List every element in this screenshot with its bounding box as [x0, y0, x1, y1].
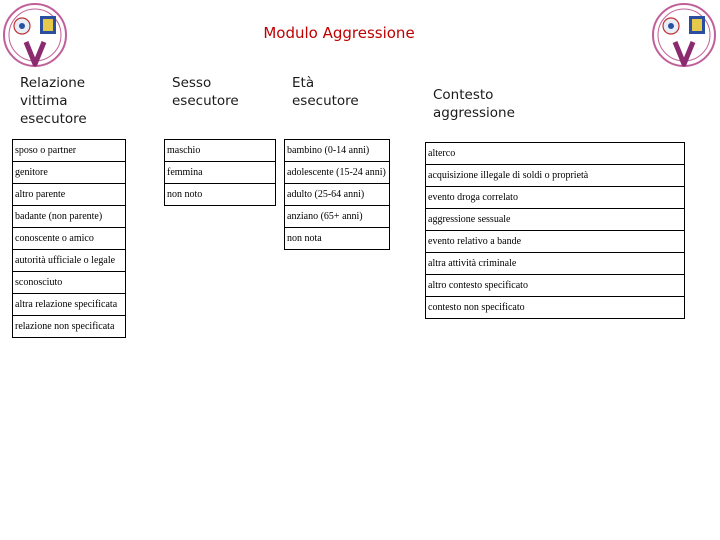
eta-option[interactable]: anziano (65+ anni) — [284, 205, 390, 228]
contesto-option[interactable]: aggressione sessuale — [425, 208, 685, 231]
sesso-list — [164, 139, 276, 206]
eta-list — [284, 139, 390, 250]
relazione-option[interactable]: relazione non specificata — [12, 315, 126, 338]
eta-option[interactable]: adulto (25-64 anni) — [284, 183, 390, 206]
page-title: Modulo Aggressione — [263, 24, 415, 42]
eta-option[interactable]: non nota — [284, 227, 390, 250]
contesto-option[interactable]: evento droga correlato — [425, 186, 685, 209]
relazione-option[interactable]: sconosciuto — [12, 271, 126, 294]
header-eta: Età esecutore — [292, 75, 359, 109]
sesso-option[interactable]: maschio — [164, 139, 276, 162]
header-relazione: Relazione vittima esecutore — [20, 75, 87, 127]
contesto-option[interactable]: contesto non specificato — [425, 296, 685, 319]
relazione-option[interactable]: autorità ufficiale o legale — [12, 249, 126, 272]
contesto-option[interactable]: alterco — [425, 142, 685, 165]
header-sesso: Sesso esecutore — [172, 75, 239, 109]
contesto-option[interactable]: acquisizione illegale di soldi o proprietà — [425, 164, 685, 187]
contesto-option[interactable]: evento relativo a bande — [425, 230, 685, 253]
relazione-option[interactable]: conoscente o amico — [12, 227, 126, 250]
contesto-list — [425, 142, 685, 319]
header-contesto: Contesto aggressione — [433, 87, 515, 121]
eta-option[interactable]: adolescente (15-24 anni) — [284, 161, 390, 184]
sesso-option[interactable]: femmina — [164, 161, 276, 184]
relazione-option[interactable]: badante (non parente) — [12, 205, 126, 228]
relazione-option[interactable]: sposo o partner — [12, 139, 126, 162]
relazione-option[interactable]: altra relazione specificata — [12, 293, 126, 316]
relazione-option[interactable]: genitore — [12, 161, 126, 184]
relazione-list — [12, 139, 126, 338]
sesso-option[interactable]: non noto — [164, 183, 276, 206]
eta-option[interactable]: bambino (0-14 anni) — [284, 139, 390, 162]
contesto-option[interactable]: altra attività criminale — [425, 252, 685, 275]
contesto-option[interactable]: altro contesto specificato — [425, 274, 685, 297]
relazione-option[interactable]: altro parente — [12, 183, 126, 206]
